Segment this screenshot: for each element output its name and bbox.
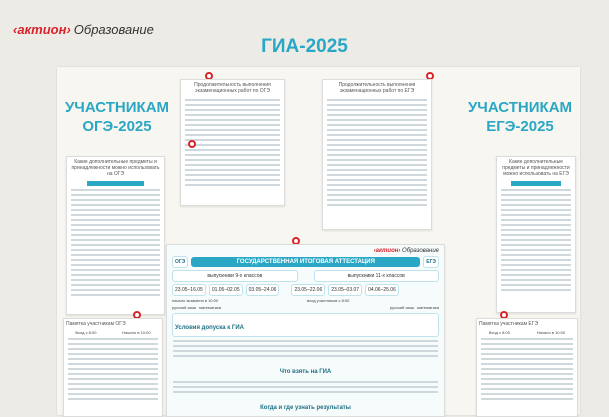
sheet-table — [497, 189, 575, 291]
grade9-label: выпускники 9-х классов — [172, 270, 298, 282]
pin-icon — [188, 140, 196, 148]
exam-entry: вход участников с 8:00 — [307, 298, 350, 303]
exam-start: начало экзамена в 10:00 — [172, 298, 219, 303]
sheet-title: Продолжительность выполнения экзаменационных работ по ОГЭ — [194, 82, 271, 94]
oge-date-3: 03.05–24.06 — [246, 284, 280, 296]
results-heading: Когда и где узнать результаты — [260, 405, 351, 411]
sheet-title: Памятка участникам ЕГЭ — [479, 321, 539, 327]
start-time: Начало в 10:00 — [122, 330, 151, 335]
what-to-take-heading: Что взять на ГИА — [279, 369, 332, 375]
admission-text — [169, 340, 442, 357]
ege-banner: УЧАСТНИКАМ ЕГЭ-2025 — [467, 99, 573, 135]
oge-req-1: русский язык — [172, 305, 197, 310]
oge-label: ОГЭ — [172, 256, 188, 268]
sheet-title: Продолжительность выполнения экзаменационных работ по ЕГЭ — [338, 82, 416, 94]
logo-sub: Образование — [73, 22, 154, 37]
ege-label: ЕГЭ — [423, 256, 439, 268]
logo-brand: ‹aктион› — [13, 22, 71, 37]
oge-date-2: 01.05–02.05 — [209, 284, 243, 296]
oge-memo-sheet[interactable] — [63, 318, 163, 417]
poster-logo-brand: ‹aктион› — [373, 248, 401, 254]
sheet-title: Какие дополнительные предметы и принадлежности можно использовать на ОГЭ — [71, 159, 160, 177]
ege-date-1: 23.05–22.06 — [291, 284, 325, 296]
what-to-take-text — [169, 381, 442, 393]
oge-date-1: 23.05–16.05 — [172, 284, 206, 296]
poster-logo-sub: Образование — [402, 248, 439, 254]
grade11-label: выпускники 11-х классов — [314, 270, 440, 282]
section-bar — [87, 181, 144, 186]
ege-memo-sheet[interactable] — [476, 318, 578, 417]
ege-req-1: русский язык — [389, 305, 415, 310]
entry-time: Вход с 8:00 — [75, 330, 97, 335]
ege-date-2: 23.05–03.07 — [328, 284, 362, 296]
sheet-text — [477, 338, 577, 400]
main-gia-poster[interactable] — [166, 244, 445, 417]
ege-req-2: математика — [417, 305, 439, 310]
page-title: ГИА-2025 — [261, 36, 348, 57]
section-bar — [511, 181, 561, 186]
start-time: Начало в 10:00 — [536, 330, 566, 335]
ege-items-sheet[interactable] — [496, 156, 576, 313]
sheet-table — [67, 189, 164, 296]
aktion-logo[interactable] — [13, 22, 154, 37]
sheet-table — [323, 99, 431, 206]
sheet-table — [181, 99, 284, 186]
sheet-title: Памятка участникам ОГЭ — [66, 321, 126, 327]
entry-time: Вход с 8:00 — [488, 330, 510, 335]
oge-req-2: математика — [199, 305, 222, 310]
sheet-text — [64, 338, 162, 400]
ege-date-3: 04.06–25.06 — [365, 284, 399, 296]
admission-heading: Условия допуска к ГИА — [175, 325, 244, 331]
oge-banner: УЧАСТНИКАМ ОГЭ-2025 — [64, 99, 170, 135]
oge-items-sheet[interactable] — [66, 156, 165, 315]
ege-duration-sheet[interactable] — [322, 79, 432, 230]
poster-title: ГОСУДАРСТВЕННАЯ ИТОГОВАЯ АТТЕСТАЦИЯ — [191, 257, 420, 267]
sheet-title: Какие дополнительные предметы и принадлежности можно использовать на ЕГЭ — [502, 159, 570, 177]
